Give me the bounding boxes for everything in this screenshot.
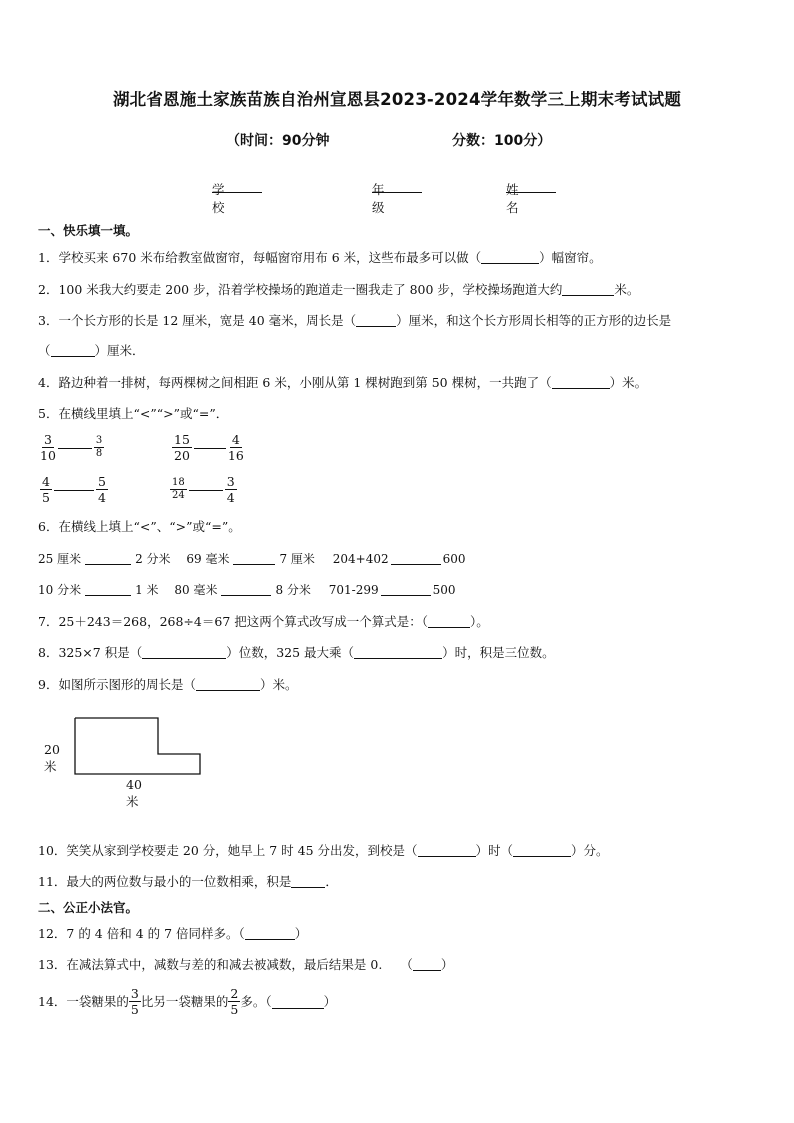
q6-blank-1[interactable] [85, 551, 131, 565]
fraction: $\frac{3}{4}$ [226, 474, 235, 505]
q6-blank-4[interactable] [85, 582, 131, 596]
q11-blank[interactable] [291, 874, 325, 888]
q8-blank-2[interactable] [354, 645, 442, 659]
q5-compare-4 [170, 474, 237, 505]
q10-blank-1[interactable] [418, 843, 476, 857]
question-2 [38, 282, 639, 298]
q5-compare-1 [40, 432, 104, 463]
q9-blank[interactable] [196, 677, 260, 691]
question-11: 11．最大的两位数与最小的一位数相乘，积是 ． [38, 874, 338, 889]
q12-blank[interactable] [245, 926, 295, 940]
q5-blank-4[interactable] [189, 489, 223, 491]
q3-open: （ [38, 343, 51, 358]
section-2-heading: 二、公正小法官。 [38, 900, 139, 915]
fraction: $\frac{15}{20}$ [174, 432, 190, 463]
q5-blank-2[interactable] [194, 447, 226, 449]
q5-blank-1[interactable] [58, 447, 92, 449]
q6-blank-3[interactable] [391, 551, 441, 565]
q13-blank[interactable] [413, 957, 441, 971]
q3-blank-2[interactable] [51, 343, 95, 357]
question-6: 6．在横线上填上“<”、“>”或“=”。 [38, 519, 241, 534]
q1-text-end: ）幅窗帘。 [539, 250, 602, 265]
q8-blank-1[interactable] [142, 645, 226, 659]
fraction: $\frac{3}{5}$ [130, 986, 139, 1017]
q2-text: 2．100 米我大约要走 200 步，沿着学校操场的跑道走一圈我走了 800 步，学校操场跑道大约 [38, 282, 563, 297]
fraction: $\frac{3}{10}$ [40, 432, 56, 463]
fraction: $\frac{4}{16}$ [227, 432, 244, 463]
q3-blank-1[interactable] [356, 313, 396, 327]
q3-text-end: ）厘米． [94, 343, 145, 358]
q1-text: 1．学校买来 670 米布给教室做窗帘，每幅窗帘用布 6 米，这些布最多可以做（ [38, 250, 482, 265]
q6-row-2: 10 分米 1 米 80 毫米 8 分米 701-299 500 [38, 583, 456, 597]
q5-blank-3[interactable] [54, 489, 94, 491]
q6-blank-2[interactable] [233, 551, 275, 565]
question-3-cont [38, 343, 145, 359]
q7-text: 7．25＋243＝268，268÷4＝67 把这两个算式改写成一个算式是：（ [38, 614, 428, 629]
fraction: $\frac{5}{4}$ [97, 474, 106, 505]
school-label: 学校 [212, 182, 225, 215]
question-5: 5．在横线里填上“<”“>”或“=”． [38, 406, 229, 421]
question-14: 14．一袋糖果的 $\frac{3}{5}$ 比另一袋糖果的 $\frac{2}{5}$ 多。（ ） [38, 986, 337, 1017]
q4-text: 4．路边种着一排树，每两棵树之间相距 6 米，小刚从第 1 棵树跑到第 50 棵树，一共跑了（ [38, 375, 552, 390]
grade-label: 年级 [372, 182, 385, 215]
q3-text-mid: ）厘米，和这个长方形周长相等的正方形的边长是 [396, 313, 672, 328]
l-shape-diagram [70, 716, 240, 786]
q10-blank-2[interactable] [513, 843, 571, 857]
question-7 [38, 614, 489, 630]
l-shape-outline [75, 718, 200, 774]
score-label: 分数：100分） [452, 133, 552, 149]
q6-blank-5[interactable] [221, 582, 271, 596]
left-length-label: 20米 [44, 742, 60, 774]
question-8: 8．325×7 积是（ ）位数，325 最大乘（ ）时，积是三位数。 [38, 645, 555, 660]
question-10: 10．笑笑从家到学校要走 20 分，她早上 7 时 45 分出发，到校是（ ）时（ ）分。 [38, 843, 609, 858]
question-1 [38, 250, 602, 266]
fraction: $\frac{3}{8}$ [95, 435, 103, 459]
q1-blank[interactable] [481, 250, 539, 264]
question-4 [38, 375, 647, 391]
fraction: $\frac{4}{5}$ [42, 474, 50, 505]
q6-row-1: 25 厘米 2 分米 69 毫米 7 厘米 204+402 600 [38, 552, 466, 566]
question-12: 12．7 的 4 倍和 4 的 7 倍同样多。（ ） [38, 926, 308, 941]
q7-blank[interactable] [428, 614, 470, 628]
question-9: 9．如图所示图形的周长是（ ）米。 [38, 677, 298, 692]
fraction: $\frac{2}{5}$ [230, 986, 239, 1017]
q2-text-end: 米。 [614, 282, 640, 297]
q5-compare-3 [40, 474, 108, 505]
exam-title: 湖北省恩施土家族苗族自治州宣恩县2023-2024学年数学三上期末考试试题 [112, 90, 682, 109]
time-label: （时间：90分钟 [226, 133, 330, 149]
question-13: 13．在减法算式中，减数与差的和减去被减数，最后结果是 0. （ ） [38, 957, 454, 972]
bottom-length-label: 40米 [126, 777, 142, 809]
q6-blank-6[interactable] [381, 582, 431, 596]
question-3 [38, 313, 671, 329]
section-1-heading: 一、快乐填一填。 [38, 223, 139, 238]
q4-blank[interactable] [552, 375, 610, 389]
q7-text-end: ）。 [470, 614, 489, 629]
q5-compare-2 [172, 432, 244, 463]
q3-text: 3．一个长方形的长是 12 厘米，宽是 40 毫米，周长是（ [38, 313, 357, 328]
q14-blank[interactable] [272, 995, 324, 1009]
name-label: 姓名 [506, 182, 519, 215]
q4-text-end: ）米。 [609, 375, 648, 390]
q2-blank[interactable] [562, 282, 614, 296]
fraction: $\frac{18}{24}$ [172, 477, 185, 501]
